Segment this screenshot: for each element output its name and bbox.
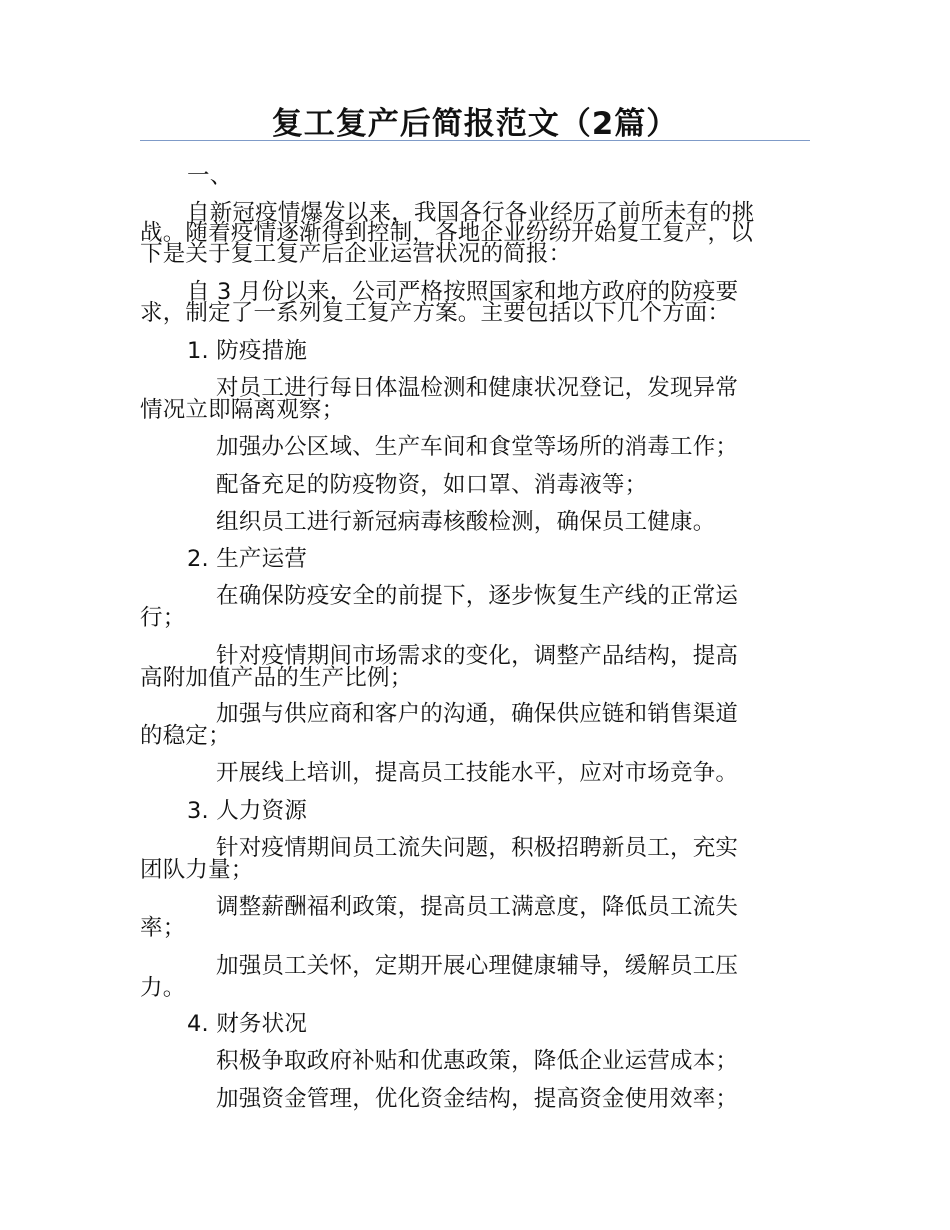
list-item-continuation: 高附加值产品的生产比例；: [140, 665, 413, 691]
section-heading: 4. 财务状况: [187, 1011, 308, 1037]
list-item-continuation: 力。: [140, 975, 186, 1001]
list-item: 配备充足的防疫物资，如口罩、消毒液等；: [216, 472, 648, 498]
intro-line: 战。随着疫情逐渐得到控制，各地企业纷纷开始复工复产，以: [140, 220, 753, 246]
section-marker: 一、: [187, 163, 233, 189]
list-item-continuation: 的稳定；: [140, 723, 231, 749]
list-item: 加强办公区域、生产车间和食堂等场所的消毒工作；: [216, 434, 739, 460]
section-heading: 2. 生产运营: [187, 546, 308, 572]
list-item: 加强资金管理，优化资金结构，提高资金使用效率；: [216, 1086, 739, 1112]
list-item-continuation: 行；: [140, 605, 186, 631]
list-item: 针对疫情期间市场需求的变化，调整产品结构，提高: [216, 643, 739, 669]
list-item-continuation: 率；: [140, 915, 186, 941]
summary-line: 自 3 月份以来，公司严格按照国家和地方政府的防疫要: [187, 279, 739, 305]
page-title: 复工复产后简报范文（2篇）: [271, 106, 679, 142]
list-item-continuation: 团队力量；: [140, 857, 254, 883]
list-item: 对员工进行每日体温检测和健康状况登记，发现异常: [216, 375, 739, 401]
intro-line: 自新冠疫情爆发以来，我国各行各业经历了前所未有的挑: [187, 200, 755, 226]
summary-line: 求，制定了一系列复工复产方案。主要包括以下几个方面：: [140, 300, 731, 326]
list-item: 组织员工进行新冠病毒核酸检测，确保员工健康。: [216, 509, 716, 535]
list-item: 积极争取政府补贴和优惠政策，降低企业运营成本；: [216, 1048, 739, 1074]
list-item: 加强员工关怀，定期开展心理健康辅导，缓解员工压: [216, 953, 739, 979]
section-heading: 1. 防疫措施: [187, 338, 308, 364]
list-item-continuation: 情况立即隔离观察；: [140, 397, 345, 423]
list-item: 加强与供应商和客户的沟通，确保供应链和销售渠道: [216, 701, 739, 727]
list-item: 调整薪酬福利政策，提高员工满意度，降低员工流失: [216, 894, 739, 920]
section-heading: 3. 人力资源: [187, 798, 308, 824]
list-item: 针对疫情期间员工流失问题，积极招聘新员工，充实: [216, 835, 739, 861]
list-item: 开展线上培训，提高员工技能水平，应对市场竞争。: [216, 760, 739, 786]
title-underline: [140, 140, 810, 141]
intro-line: 下是关于复工复产后企业运营状况的简报：: [140, 241, 572, 267]
list-item: 在确保防疫安全的前提下，逐步恢复生产线的正常运: [216, 583, 739, 609]
